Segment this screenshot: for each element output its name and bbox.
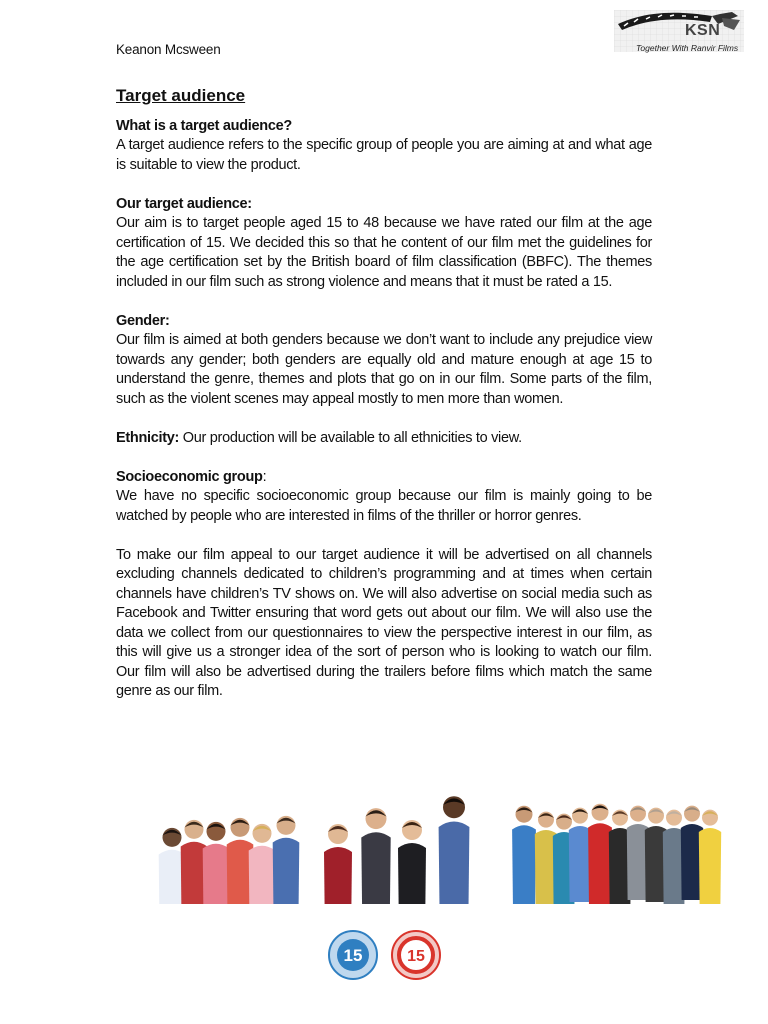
person-figure <box>203 822 230 904</box>
section-heading: Socioeconomic group <box>116 468 263 485</box>
section-body: Our aim is to target people aged 15 to 48 because we have rated our film at the age certification of 15. We decided this so that he content of our film met the guidelines for the age certification set by the British board of film classification (BBFC). The themes included in our film such as strong violence and means that it must be rated a 15. <box>116 215 652 290</box>
badge-label: 15 <box>343 946 363 965</box>
people-group-image <box>512 804 721 904</box>
section-body: Our film is aimed at both genders because we don’t want to include any prejudice view towards any gender; both genders are equally old and mature enough at age 15 to understand the genre, themes and plots that go on in our film. Some parts of the film, such as the violent scenes may appeal mostly to men more than women. <box>116 332 652 407</box>
bbfc-15-badge-red <box>391 930 441 980</box>
person-figure <box>439 796 470 904</box>
bbfc-15-badge-blue <box>328 930 378 980</box>
person-figure <box>324 824 352 904</box>
person-figure <box>588 804 612 904</box>
group-photo-right <box>512 790 722 904</box>
section-body: A target audience refers to the specific group of people you are aiming at and what age is suitable to view the product. <box>116 137 652 173</box>
ksn-logo <box>614 10 744 56</box>
section-heading: Our target audience: <box>116 195 252 212</box>
section-body: Our production will be available to all ethnicities to view. <box>179 429 522 446</box>
section-heading: Gender: <box>116 312 170 329</box>
person-figure <box>512 806 536 904</box>
section-heading: What is a target audience? <box>116 117 292 134</box>
person-figure <box>398 820 426 904</box>
group-photo-left <box>154 788 510 904</box>
author-name: Keanon Mcsween <box>116 42 221 57</box>
person-figure <box>249 824 276 904</box>
person-figure <box>273 816 300 904</box>
section-body: To make our film appeal to our target audience it will be advertised on all channels excluding channels dedicated to children’s programming and at times when certain channels have children’s TV shows on. We will also advertise on social media such as Facebook and Twitter ensuring that word gets out about our film. We will also use the data we collect from our questionnaires to view the perspective interest in our film, as this will give us a stronger idea of the sort of person who is looking to watch our film. Our film will also be advertised during the trailers before films which match the same genre as our film. <box>116 546 652 699</box>
person-figure <box>569 808 591 902</box>
section-body: We have no specific socioeconomic group because our film is mainly going to be watched by people who are interested in films of the thriller or horror genres. <box>116 488 652 524</box>
section-gender <box>116 312 652 410</box>
heading-colon: : <box>262 468 267 485</box>
section-ethnicity <box>116 429 652 449</box>
section-heading: Ethnicity: <box>116 429 180 446</box>
badge-label: 15 <box>407 948 425 965</box>
people-group-image <box>154 796 510 904</box>
section-advertising <box>116 546 652 702</box>
section-our-target <box>116 195 652 293</box>
logo-tagline: Together With Ranvir Films <box>636 43 739 53</box>
page-title: Target audience <box>116 86 246 105</box>
logo-name: KSN <box>685 22 721 39</box>
section-what-is <box>116 117 652 176</box>
person-figure <box>361 808 390 904</box>
person-figure <box>699 810 721 904</box>
section-socioeconomic <box>116 468 652 527</box>
document-body <box>116 86 652 721</box>
